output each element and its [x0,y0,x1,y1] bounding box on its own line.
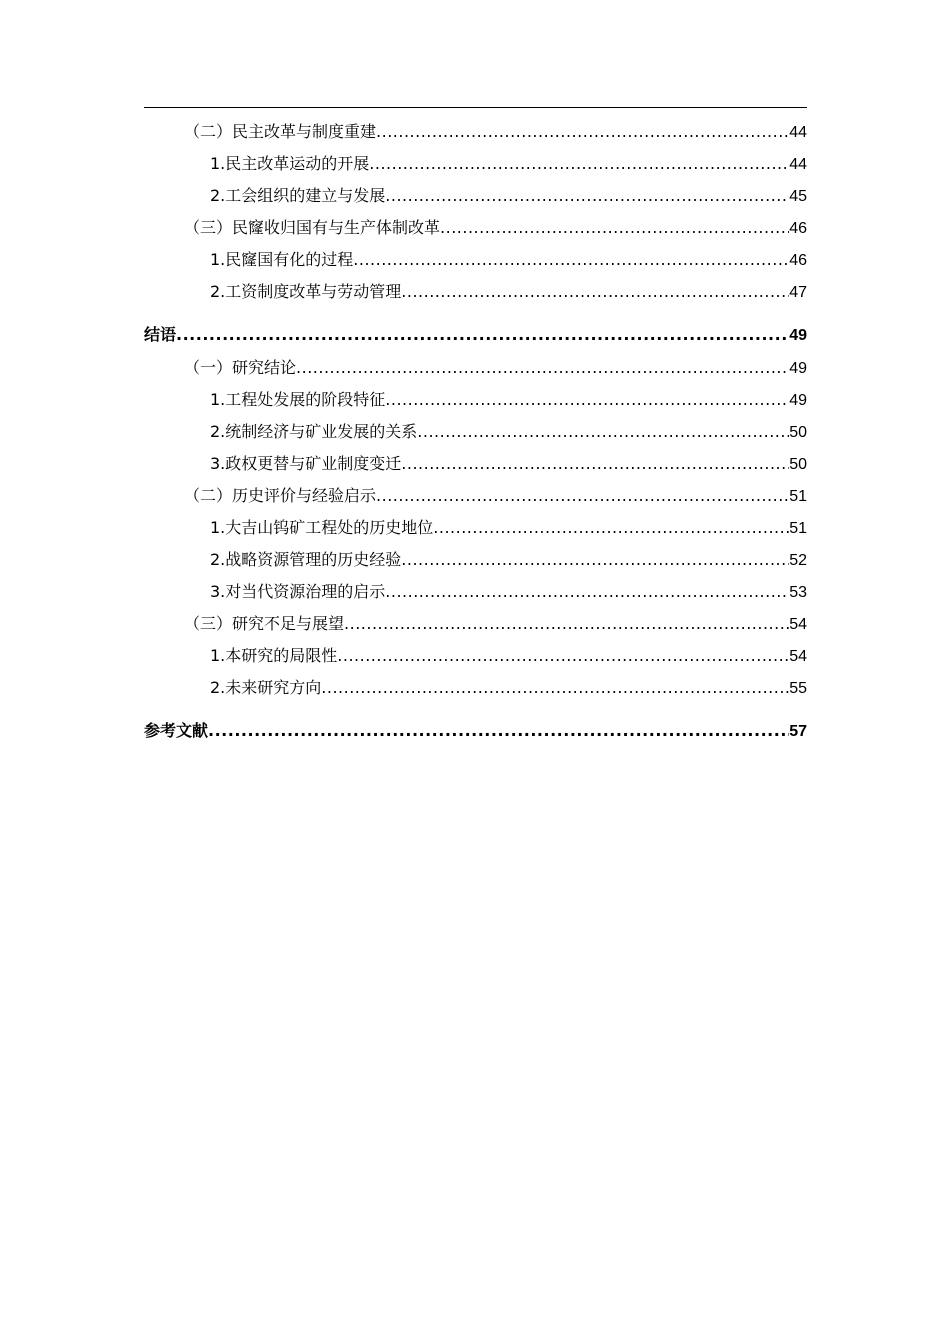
toc-page-number: 51 [789,520,807,537]
toc-entry-title: （二）历史评价与经验启示 [184,486,377,505]
toc-page-number: 44 [789,124,807,141]
toc-page-number: 55 [789,680,807,697]
toc-entry-title: （一）研究结论 [184,358,297,377]
toc-entry-title: 1.民主改革运动的开展 [210,154,370,173]
toc-entry-title: 2.工资制度改革与劳动管理 [210,282,402,301]
toc-page-number: 57 [789,723,807,740]
toc-page-number: 50 [789,424,807,441]
toc-page-number: 47 [789,284,807,301]
toc-entry-title: 2.未来研究方向 [210,678,322,697]
toc-dot-leader [433,512,789,544]
toc-entry-title: 3.政权更替与矿业制度变迁 [210,454,402,473]
toc-entry[interactable] [144,672,807,704]
toc-entry[interactable] [144,448,807,480]
toc-entry-title: 结语 [144,325,177,344]
toc-page-number: 49 [789,392,807,409]
toc-dot-leader [376,480,789,512]
toc-page-number: 46 [789,220,807,237]
toc-dot-leader [385,180,789,212]
toc-entry[interactable] [144,480,807,512]
toc-entry-title: （三）民窿收归国有与生产体制改革 [184,218,441,237]
toc-entry-title: 参考文献 [144,721,209,740]
toc-dot-leader [385,384,789,416]
toc-entry-title: （二）民主改革与制度重建 [184,122,377,141]
toc-entry[interactable] [144,416,807,448]
toc-dot-leader [208,714,789,748]
toc-dot-leader [337,640,789,672]
toc-page-number: 46 [789,252,807,269]
toc-dot-leader [440,212,789,244]
toc-chapter-entry[interactable] [144,318,807,352]
toc-page-number: 45 [789,188,807,205]
toc-dot-leader [401,544,789,576]
toc-entry-title: 1.工程处发展的阶段特征 [210,390,386,409]
toc-page-number: 51 [789,488,807,505]
toc-entry-title: 2.工会组织的建立与发展 [210,186,386,205]
toc-entry[interactable] [144,640,807,672]
toc-dot-leader [176,318,789,352]
toc-dot-leader [296,352,789,384]
toc-entry[interactable] [144,544,807,576]
toc-page-number: 49 [789,327,807,344]
toc-entry-title: 1.大吉山钨矿工程处的历史地位 [210,518,434,537]
toc-entry[interactable] [144,276,807,308]
toc-dot-leader [401,276,789,308]
toc-entry[interactable] [144,576,807,608]
toc-dot-leader [369,148,789,180]
toc-dot-leader [321,672,789,704]
toc-dot-leader [401,448,789,480]
toc-page-number: 49 [789,360,807,377]
toc-page-number: 50 [789,456,807,473]
toc-entry[interactable] [144,352,807,384]
toc-entry-title: 2.统制经济与矿业发展的关系 [210,422,418,441]
toc-entry[interactable] [144,180,807,212]
toc-entry[interactable] [144,148,807,180]
table-of-contents [144,116,807,748]
toc-entry[interactable] [144,608,807,640]
toc-page-number: 53 [789,584,807,601]
toc-entry-title: 1.民窿国有化的过程 [210,250,354,269]
toc-entry-title: 3.对当代资源治理的启示 [210,582,386,601]
toc-page-number: 52 [789,552,807,569]
toc-entry[interactable] [144,244,807,276]
toc-page-number: 44 [789,156,807,173]
toc-page-number: 54 [789,616,807,633]
toc-dot-leader [353,244,789,276]
toc-entry-title: （三）研究不足与展望 [184,614,345,633]
toc-dot-leader [376,116,789,148]
toc-entry-title: 2.战略资源管理的历史经验 [210,550,402,569]
toc-dot-leader [344,608,789,640]
toc-page-number: 54 [789,648,807,665]
header-rule [144,107,807,108]
toc-entry[interactable] [144,512,807,544]
toc-dot-leader [417,416,789,448]
toc-entry-title: 1.本研究的局限性 [210,646,338,665]
toc-entry[interactable] [144,116,807,148]
toc-entry[interactable] [144,384,807,416]
toc-dot-leader [385,576,789,608]
toc-chapter-entry[interactable] [144,714,807,748]
toc-entry[interactable] [144,212,807,244]
